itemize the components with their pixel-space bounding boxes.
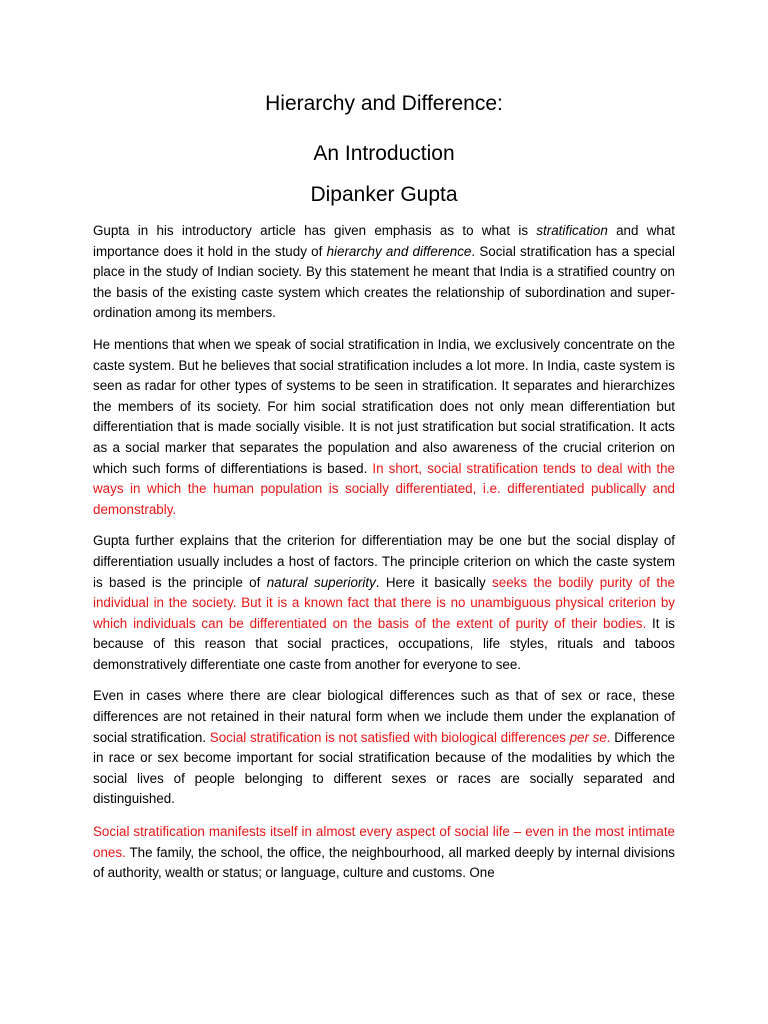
paragraph-text: Gupta further explains that the criterion for differentiation may be one but the social display of differentiation usually includes a host of factors. The principle criterion on which the caste system is based is the principle of xyxy=(93,533,675,590)
paragraph-text: Difference in race or sex become important for social stratification because of the modalities by which the social lives of people belonging to different sexes or races are socially separated and distinguished. xyxy=(93,729,675,807)
highlighted-text: Social stratification is not satisfied with biological differences xyxy=(209,729,570,745)
highlighted-text: Social stratification manifests itself in almost every aspect of social life – even in the most intimate ones. xyxy=(93,824,675,860)
paragraph-3 xyxy=(93,531,675,675)
highlighted-emphasis: per se xyxy=(569,729,607,745)
paragraph-2 xyxy=(93,335,675,520)
document-author: Dipanker Gupta xyxy=(310,183,458,206)
paragraph-text: . Here it basically xyxy=(375,574,493,590)
paragraph-text: He mentions that when we speak of social stratification in India, we exclusively concentrate on the caste system. But he believes that social stratification includes a lot more. In India, caste system is seen as radar for other types of systems to be seen in stratification. It separates and hierarchizes the members of its society. For him social stratification does not only mean differentiation but differentiation that is made socially visible. It is not just stratification but social stratification. It acts as a social marker that separates the population and also awareness of the crucial criterion on which such forms of differentiations is based. xyxy=(93,336,675,476)
emphasis-term: natural superiority xyxy=(266,574,376,590)
paragraph-text: and what importance does it hold in the study of xyxy=(93,223,676,259)
document-subtitle: An Introduction xyxy=(313,142,455,165)
document-title: Hierarchy and Difference: xyxy=(265,92,503,115)
highlighted-text: In short, social stratification tends to deal with the ways in which the human population is socially differentiated, i.e. differentiated publically and demonstrably. xyxy=(93,460,675,517)
document-page xyxy=(93,84,675,884)
paragraph-text: . Social stratification has a special place in the study of Indian society. By this statement he meant that India is a stratified country on the basis of the existing caste system which creates the relationship of subordination and super-ordination among its members. xyxy=(93,243,675,321)
emphasis-term: stratification xyxy=(536,223,608,238)
highlighted-text: . xyxy=(606,729,611,745)
paragraph-text: Gupta in his introductory article has given emphasis as to what is xyxy=(93,223,537,238)
emphasis-term: hierarchy and difference xyxy=(326,243,472,259)
paragraph-text: The family, the school, the office, the neighbourhood, all marked deeply by internal divisions of authority, wealth or status; or language, culture and customs. One xyxy=(93,844,675,881)
highlighted-text: seeks the bodily purity of the individual in the society. But it is a known fact that there is no unambiguous physical criterion by which individuals can be differentiated on the basis of the extent of purity of their bodies. xyxy=(93,574,675,631)
paragraph-text: Even in cases where there are clear biological differences such as that of sex or race, these differences are not retained in their natural form when we include them under the explanation of social stratification. xyxy=(93,688,675,745)
paragraph-4 xyxy=(93,686,675,810)
paragraph-text: It is because of this reason that social practices, occupations, life styles, rituals and taboos demonstratively differentiate one caste from another for everyone to see. xyxy=(93,615,675,672)
paragraph-1 xyxy=(93,221,675,324)
paragraph-5 xyxy=(93,822,675,884)
